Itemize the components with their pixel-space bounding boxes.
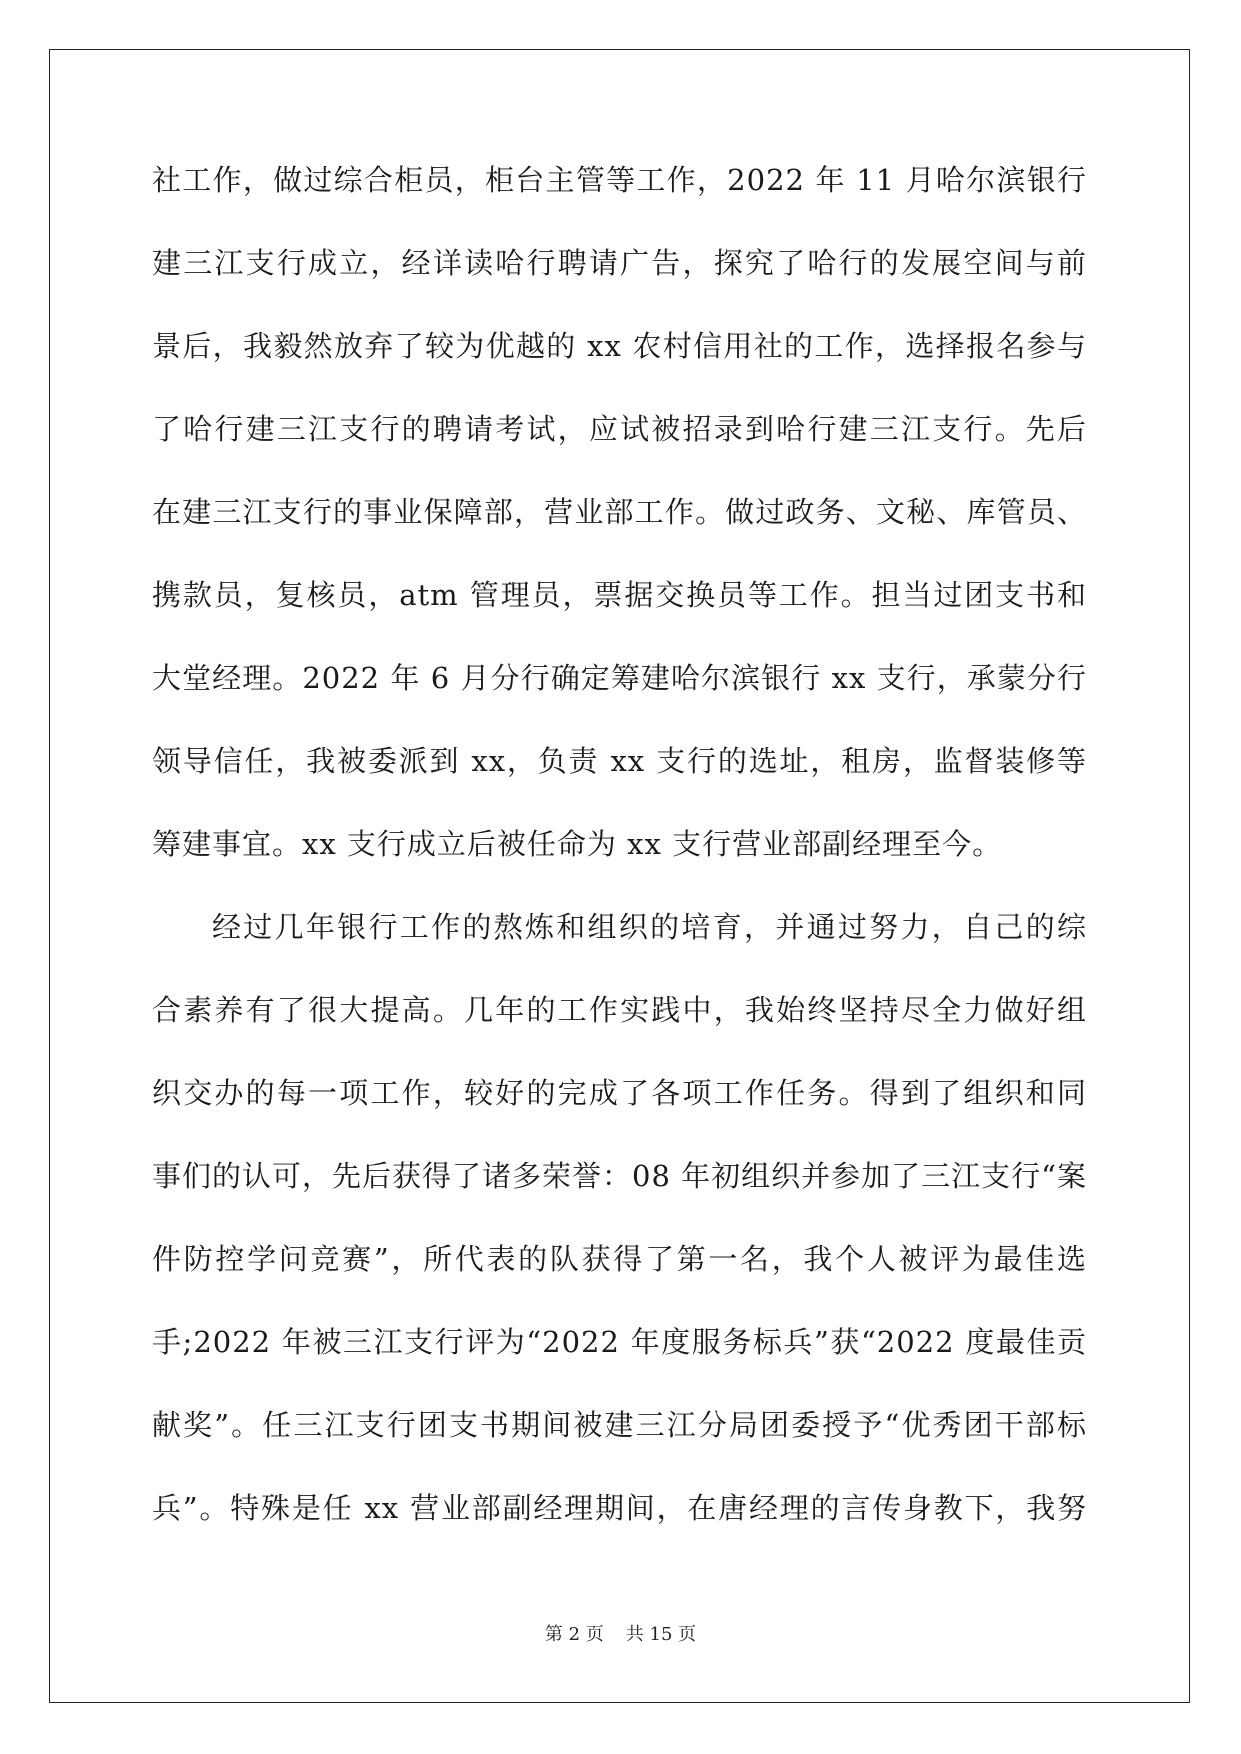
text-line: 了哈行建三江支行的聘请考试，应试被招录到哈行建三江支行。先后: [152, 412, 1087, 446]
text-line: 件防控学问竞赛”，所代表的队获得了第一名，我个人被评为最佳选: [152, 1242, 1087, 1276]
text-line: 社工作，做过综合柜员，柜台主管等工作，2022 年 11 月哈尔滨银行: [152, 163, 1087, 197]
text-line: 大堂经理。2022 年 6 月分行确定筹建哈尔滨银行 xx 支行，承蒙分行: [152, 661, 1087, 695]
text-line: 建三江支行成立，经详读哈行聘请广告，探究了哈行的发展空间与前: [152, 246, 1087, 280]
text-line: 领导信任，我被委派到 xx，负责 xx 支行的选址，租房，监督装修等: [152, 744, 1087, 778]
text-line: 携款员，复核员，atm 管理员，票据交换员等工作。担当过团支书和: [152, 578, 1087, 612]
paragraph-start-line: 经过几年银行工作的熬炼和组织的培育，并通过努力，自己的综: [212, 910, 1087, 944]
paragraph-end-line: 筹建事宜。xx 支行成立后被任命为 xx 支行营业部副经理至今。: [152, 827, 1003, 861]
text-line: 献奖”。任三江支行团支书期间被建三江分局团委授予“优秀团干部标: [152, 1408, 1087, 1442]
text-line: 合素养有了很大提高。几年的工作实践中，我始终坚持尽全力做好组: [152, 993, 1087, 1027]
document-body: [152, 157, 1087, 1568]
text-line: 织交办的每一项工作，较好的完成了各项工作任务。得到了组织和同: [152, 1076, 1087, 1110]
page-footer: [0, 1620, 1241, 1646]
page-number: 第 2 页: [544, 1624, 604, 1645]
text-line: 事们的认可，先后获得了诸多荣誉：08 年初组织并参加了三江支行“案: [152, 1159, 1087, 1193]
text-line: 兵”。特殊是任 xx 营业部副经理期间，在唐经理的言传身教下，我努: [152, 1491, 1087, 1525]
page-total: 共 15 页: [625, 1624, 697, 1645]
text-line: 手;2022 年被三江支行评为“2022 年度服务标兵”获“2022 度最佳贡: [152, 1325, 1087, 1359]
text-line: 在建三江支行的事业保障部，营业部工作。做过政务、文秘、库管员、: [152, 495, 1087, 529]
text-line: 景后，我毅然放弃了较为优越的 xx 农村信用社的工作，选择报名参与: [152, 329, 1087, 363]
